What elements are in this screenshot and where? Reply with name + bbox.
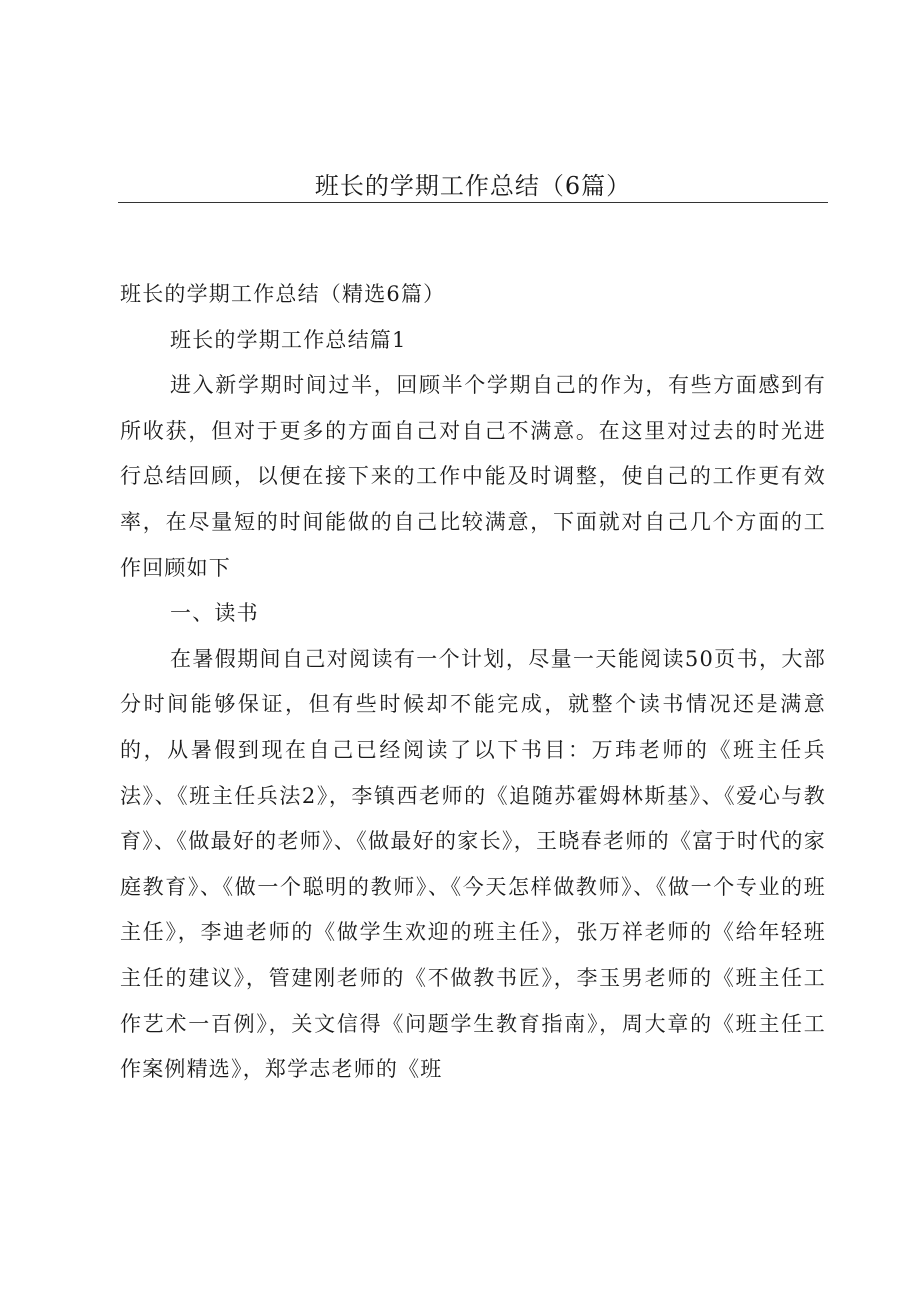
document-body [120,272,826,1093]
part-heading: 一、读书 [170,601,259,626]
title-underline [118,202,828,203]
intro-paragraph: 进入新学期时间过半，回顾半个学期自己的作为，有些方面感到有所收获，但对于更多的方面自己对自己不满意。在这里对过去的时光进行总结回顾，以便在接下来的工作中能及时调整，使自己的工作更有效率，在尽量短的时间能做的自己比较满意，下面就对自己几个方面的工作回顾如下 [120,373,826,580]
section-heading: 班长的学期工作总结篇1 [170,327,407,352]
document-title: 班长的学期工作总结（6篇） [314,172,632,200]
reading-paragraph: 在暑假期间自己对阅读有一个计划，尽量一天能阅读50页书，大部分时间能够保证，但有些时候却不能完成，就整个读书情况还是满意的，从暑假到现在自己已经阅读了以下书目：万玮老师的《班主任兵法》、《班主任兵法2》，李镇西老师的《追随苏霍姆林斯基》、《爱心与教育》、《做最好的老师》、《做最好的家长》，王晓春老师的《富于时代的家庭教育》、《做一个聪明的教师》、《今天怎样做教师》、《做一个专业的班主任》，李迪老师的《做学生欢迎的班主任》，张万祥老师的《给年轻班主任的建议》，管建刚老师的《不做教书匠》，李玉男老师的《班主任工作艺术一百例》，关文信得《问题学生教育指南》，周大章的《班主任工作案例精选》，郑学志老师的《班 [120,646,826,1082]
document-subtitle: 班长的学期工作总结（精选6篇） [120,282,446,306]
